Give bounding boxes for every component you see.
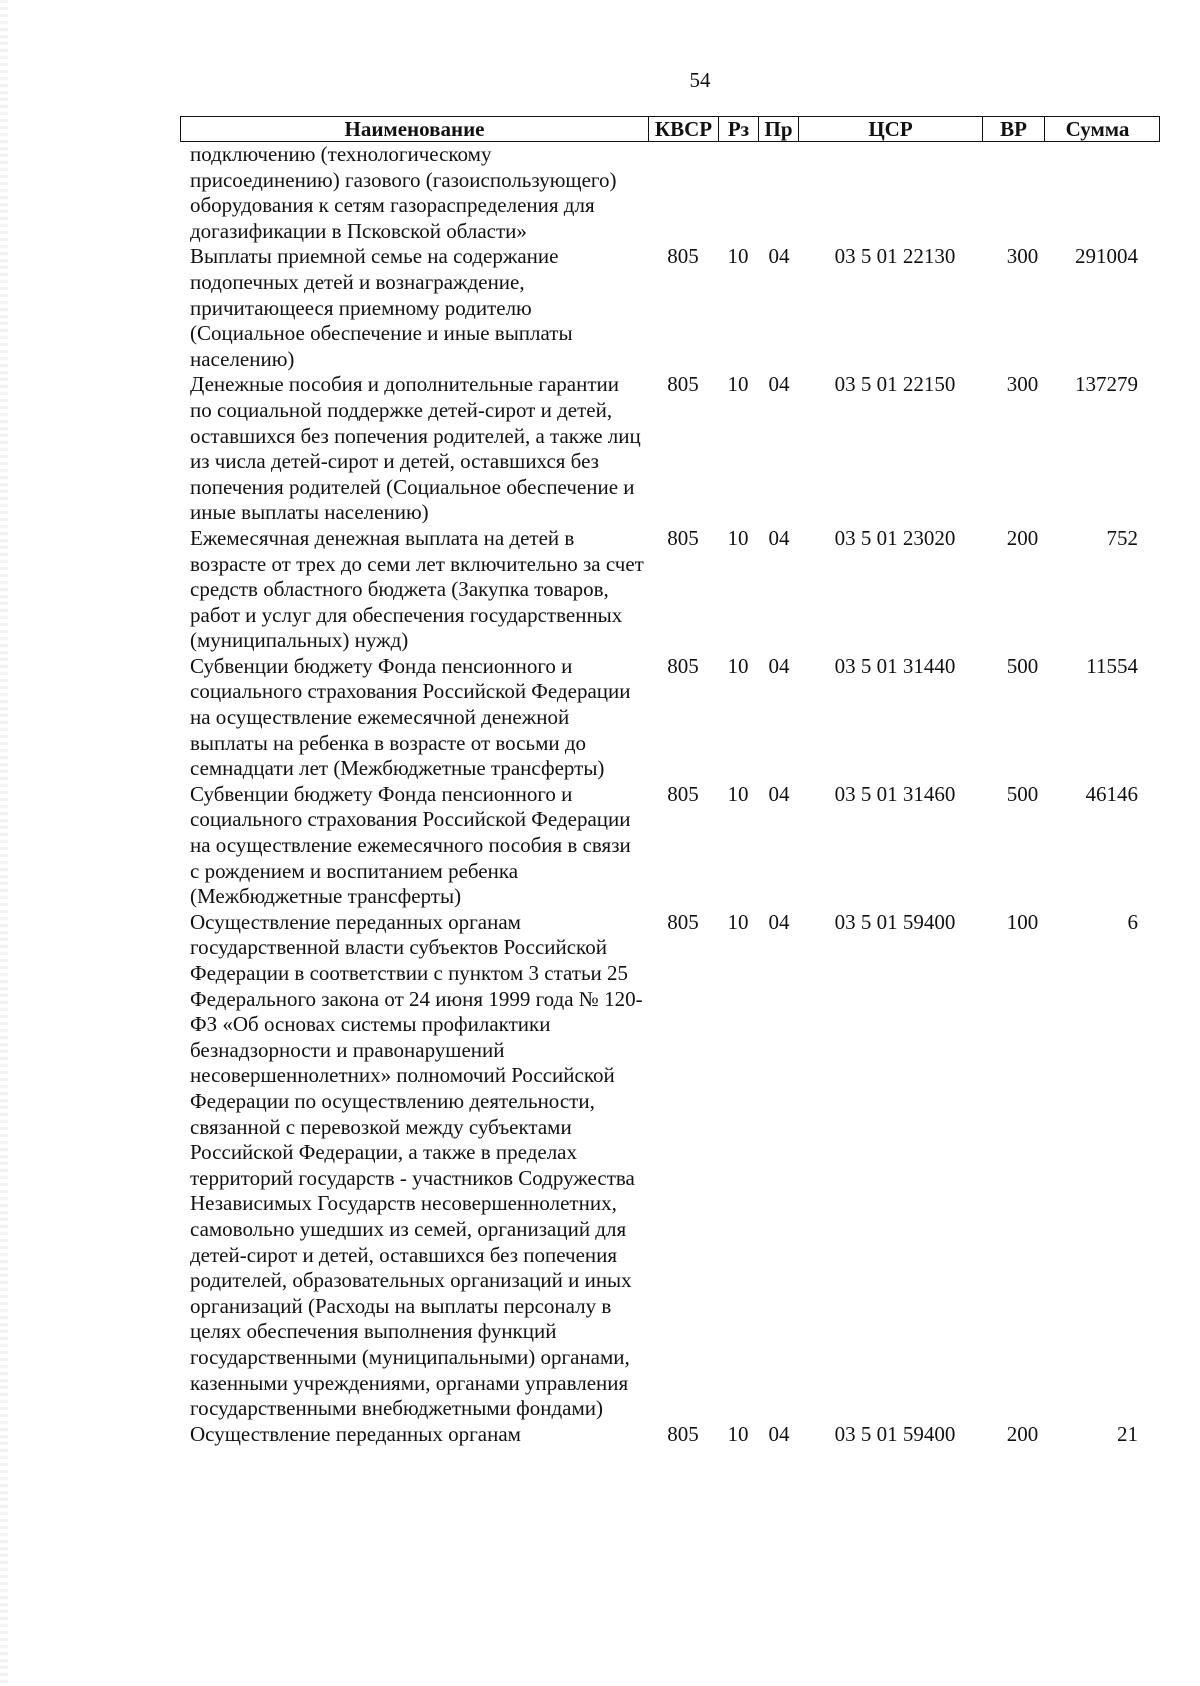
table-row	[180, 372, 1160, 526]
row-name: Ежемесячная денежная выплата на детей в возрасте от трех до семи лет включительно за счет средств областного бюджета (Закупка товаров, работ и услуг для обеспечения государственных (муниципальных) нужд)	[190, 525, 644, 653]
row-name: Осуществление переданных органам	[190, 1421, 521, 1446]
table-body	[180, 142, 1160, 1447]
row-csr: 03 5 01 31440	[834, 653, 956, 678]
row-sum: 11554	[1086, 653, 1138, 678]
row-pr: 04	[768, 244, 790, 269]
row-name: Выплаты приемной семье на содержание подопечных детей и вознаграждение, причитающееся приемному родителю (Социальное обеспечение и иные выплаты населению)	[190, 244, 573, 371]
header-kvsr: КВСР	[649, 117, 719, 141]
row-rz: 10	[727, 244, 749, 269]
row-sum: 21	[1117, 1421, 1138, 1446]
row-pr: 04	[768, 1421, 790, 1446]
row-csr: 03 5 01 22130	[834, 244, 956, 269]
row-pr: 04	[768, 525, 790, 550]
row-name: Субвенции бюджету Фонда пенсионного и социального страхования Российской Федерации на осуществление ежемесячного пособия в связи с рождением и воспитанием ребенка (Межбюджетные трансферты)	[190, 781, 631, 909]
row-kvsr: 805	[667, 1421, 699, 1446]
row-vr: 300	[1006, 244, 1039, 269]
header-sum: Сумма	[1065, 117, 1130, 141]
row-kvsr: 805	[667, 372, 699, 397]
row-sum: 291004	[1075, 244, 1138, 269]
row-kvsr: 805	[667, 525, 699, 550]
row-csr: 03 5 01 31460	[834, 781, 956, 806]
header-name: Наименование	[181, 117, 649, 141]
row-rz: 10	[727, 1421, 749, 1446]
row-csr: 03 5 01 22150	[834, 372, 956, 397]
row-vr: 500	[1006, 781, 1039, 806]
row-kvsr: 805	[667, 244, 699, 269]
row-rz: 10	[727, 525, 749, 550]
row-sum: 752	[1106, 525, 1138, 550]
table-row	[180, 526, 1160, 654]
table-row	[180, 782, 1160, 910]
header-vr: ВР	[983, 117, 1045, 141]
budget-table	[180, 116, 1160, 1447]
table-row	[180, 1422, 1160, 1448]
row-kvsr: 805	[667, 781, 699, 806]
row-vr: 500	[1006, 653, 1039, 678]
row-sum: 137279	[1075, 372, 1138, 397]
table-row	[180, 244, 1160, 372]
page-number: 54	[689, 68, 711, 92]
header-csr: ЦСР	[799, 117, 983, 141]
row-name: подключению (технологическому присоединению) газового (газоиспользующего) оборудования к сетям газораспределения для догазификации в Псковской области»	[190, 142, 617, 243]
row-vr: 100	[1006, 909, 1039, 934]
row-csr: 03 5 01 59400	[834, 1421, 956, 1446]
row-csr: 03 5 01 59400	[834, 909, 956, 934]
row-csr: 03 5 01 23020	[834, 525, 956, 550]
row-vr: 300	[1006, 372, 1039, 397]
row-kvsr: 805	[667, 653, 699, 678]
row-rz: 10	[727, 372, 749, 397]
row-vr: 200	[1006, 525, 1039, 550]
table-header	[180, 116, 1160, 142]
row-name: Осуществление переданных органам государственной власти субъектов Российской Федерации в соответствии с пунктом 3 статьи 25 Федерального закона от 24 июня 1999 года № 120-ФЗ «Об основах системы профилактики безнадзорности и правонарушений несовершеннолетних» полномочий Российской Федерации по осуществлению деятельности, связанной с перевозкой между субъектами Российской Федерации, а также в пределах территорий государств - участников Содружества Независимых Государств несовершеннолетних, самовольно ушедших из семей, организаций для детей-сирот и детей, оставшихся без попечения родителей, образовательных организаций и иных организаций (Расходы на выплаты персоналу в целях обеспечения выполнения функций государственными (муниципальными) органами, казенными учреждениями, органами управления государственными внебюджетными фондами)	[190, 909, 643, 1421]
row-pr: 04	[768, 372, 790, 397]
row-rz: 10	[727, 909, 749, 934]
row-name: Субвенции бюджету Фонда пенсионного и социального страхования Российской Федерации на осуществление ежемесячной денежной выплаты на ребенка в возрасте от восьми до семнадцати лет (Межбюджетные трансферты)	[190, 653, 631, 781]
row-sum: 6	[1127, 909, 1138, 934]
table-row	[180, 654, 1160, 782]
row-rz: 10	[727, 653, 749, 678]
row-pr: 04	[768, 909, 790, 934]
table-row	[180, 910, 1160, 1422]
header-pr: Пр	[759, 117, 799, 141]
row-sum: 46146	[1085, 781, 1138, 806]
header-rz: Рз	[719, 117, 759, 141]
row-pr: 04	[768, 781, 790, 806]
table-row	[180, 142, 1160, 244]
row-pr: 04	[768, 653, 790, 678]
row-name: Денежные пособия и дополнительные гарантии по социальной поддержке детей-сирот и детей, оставшихся без попечения родителей, а также лиц из числа детей-сирот и детей, оставшихся без попечения родителей (Социальное обеспечение и иные выплаты населению)	[190, 372, 641, 525]
row-vr: 200	[1006, 1421, 1039, 1446]
row-kvsr: 805	[667, 909, 699, 934]
scan-edge	[0, 0, 8, 1686]
row-rz: 10	[727, 781, 749, 806]
